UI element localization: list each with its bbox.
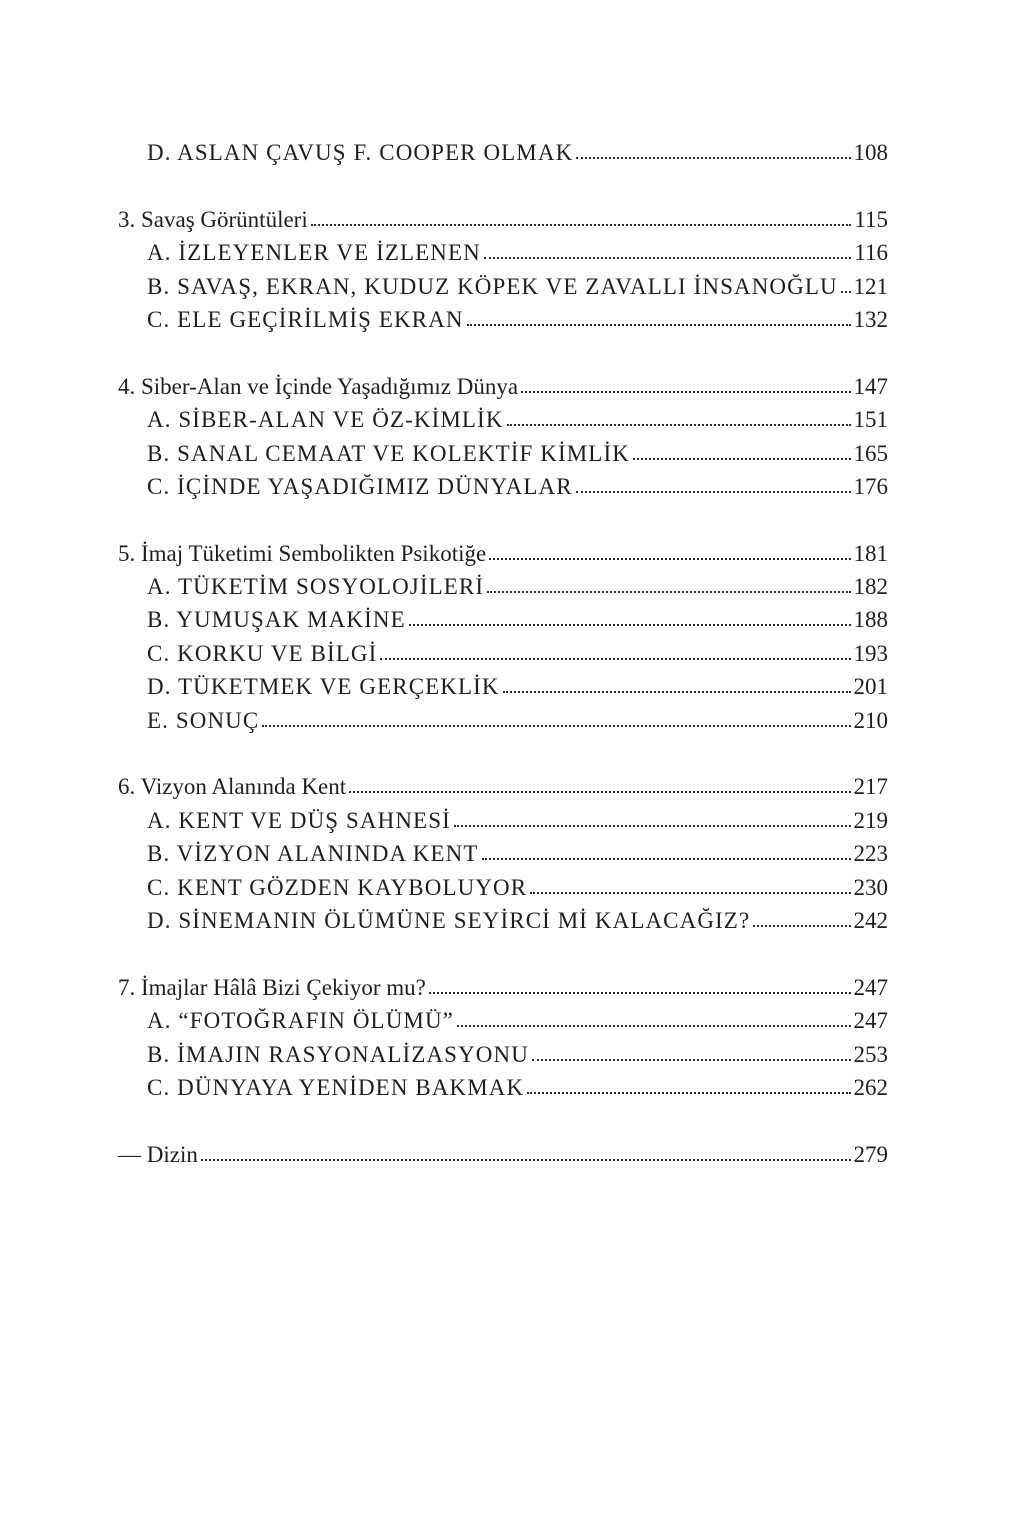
toc-subentry [118, 637, 888, 670]
section-spacer [118, 737, 888, 770]
toc-subentry [118, 570, 888, 603]
subentry-title: D. SİNEMANIN ÖLÜMÜNE SEYİRCİ Mİ KALACAĞIZ? [147, 907, 751, 933]
subentry-title: C. DÜNYAYA YENİDEN BAKMAK [147, 1074, 525, 1100]
section-spacer [118, 1104, 888, 1137]
chapter-title: 3. Savaş Görüntüleri [118, 206, 308, 232]
subentry-title: B. SANAL CEMAAT VE KOLEKTİF KİMLİK [147, 440, 630, 466]
toc-chapter [118, 770, 888, 803]
subentry-title: C. KORKU VE BİLGİ [147, 640, 378, 666]
page-number: 230 [853, 874, 888, 900]
page-number: 223 [853, 841, 888, 867]
dot-leader [484, 237, 851, 260]
dot-leader [576, 137, 850, 160]
dot-leader [467, 304, 851, 327]
toc-subentry [118, 437, 888, 470]
dot-leader [380, 638, 850, 661]
dot-leader [262, 705, 850, 728]
section-spacer [118, 503, 888, 536]
chapter-title: 6. Vizyon Alanında Kent [118, 774, 347, 800]
subentry-title: B. VİZYON ALANINDA KENT [147, 841, 479, 867]
page-number: 217 [853, 774, 888, 800]
dot-leader [532, 1039, 851, 1062]
subentry-title: D. TÜKETMEK VE GERÇEKLİK [147, 674, 500, 700]
section-spacer [118, 937, 888, 970]
section-spacer [118, 169, 888, 202]
toc-subentry [118, 470, 888, 503]
page-number: 201 [853, 674, 888, 700]
toc-subentry [118, 270, 888, 303]
page-number: 182 [853, 574, 888, 600]
subentry-title: B. SAVAŞ, EKRAN, KUDUZ KÖPEK VE ZAVALLI İNSANOĞLU [147, 273, 838, 299]
dot-leader [349, 771, 850, 794]
toc-chapter [118, 203, 888, 236]
toc-subentry [118, 704, 888, 737]
dot-leader [841, 271, 851, 294]
toc-subentry [118, 136, 888, 169]
page-number: 188 [853, 607, 888, 633]
toc-chapter [118, 537, 888, 570]
toc-subentry [118, 871, 888, 904]
toc-subentry [118, 1004, 888, 1037]
toc-chapter [118, 370, 888, 403]
chapter-title: 7. İmajlar Hâlâ Bizi Çekiyor mu? [118, 974, 426, 1000]
toc-subentry [118, 804, 888, 837]
dot-leader [530, 872, 850, 895]
subentry-title: E. SONUÇ [147, 707, 260, 733]
page-number: 247 [853, 1008, 888, 1034]
chapter-title: — Dizin [118, 1141, 198, 1167]
toc-subentry [118, 603, 888, 636]
dot-leader [503, 671, 851, 694]
table-of-contents [118, 136, 888, 1171]
page-number: 262 [853, 1074, 888, 1100]
subentry-title: A. KENT VE DÜŞ SAHNESİ [147, 807, 451, 833]
page-number: 132 [853, 306, 888, 332]
dot-leader [409, 604, 851, 627]
page-number: 253 [853, 1041, 888, 1067]
subentry-title: A. SİBER-ALAN VE ÖZ-KİMLİK [147, 407, 504, 433]
toc-subentry [118, 1071, 888, 1104]
page-number: 115 [854, 206, 888, 232]
dot-leader [429, 972, 851, 995]
dot-leader [576, 471, 851, 494]
section-spacer [118, 336, 888, 369]
subentry-title: D. ASLAN ÇAVUŞ F. COOPER OLMAK [147, 140, 574, 165]
toc-subentry [118, 837, 888, 870]
page-number: 219 [853, 807, 888, 833]
dot-leader [507, 404, 851, 427]
page-number: 181 [853, 540, 888, 566]
toc-subentry [118, 403, 888, 436]
subentry-title: C. İÇİNDE YAŞADIĞIMIZ DÜNYALAR [147, 473, 573, 499]
page-number: 210 [853, 707, 888, 733]
toc-subentry [118, 1038, 888, 1071]
subentry-title: A. İZLEYENLER VE İZLENEN [147, 240, 481, 266]
page-number: 116 [854, 240, 888, 266]
toc-chapter [118, 971, 888, 1004]
page-number: 147 [853, 373, 888, 399]
toc-chapter [118, 1138, 888, 1171]
toc-subentry [118, 236, 888, 269]
subentry-title: B. YUMUŞAK MAKİNE [147, 607, 406, 633]
page-number: 108 [853, 140, 888, 165]
page-number: 193 [853, 640, 888, 666]
toc-subentry [118, 670, 888, 703]
chapter-title: 5. İmaj Tüketimi Sembolikten Psikotiğe [118, 540, 487, 566]
page-number: 121 [853, 273, 888, 299]
dot-leader [521, 371, 850, 394]
toc-subentry [118, 904, 888, 937]
subentry-title: C. ELE GEÇİRİLMİŞ EKRAN [147, 306, 464, 332]
subentry-title: C. KENT GÖZDEN KAYBOLUYOR [147, 874, 528, 900]
subentry-title: A. “FOTOĞRAFIN ÖLÜMÜ” [147, 1008, 454, 1034]
subentry-title: B. İMAJIN RASYONALİZASYONU [147, 1041, 529, 1067]
page-number: 247 [853, 974, 888, 1000]
dot-leader [489, 538, 850, 561]
dot-leader [454, 805, 851, 828]
dot-leader [311, 204, 852, 227]
page-number: 176 [853, 473, 888, 499]
dot-leader [457, 1005, 851, 1028]
dot-leader [527, 1072, 850, 1095]
page-number: 151 [853, 407, 888, 433]
toc-subentry [118, 303, 888, 336]
dot-leader [482, 838, 851, 861]
dot-leader [633, 438, 851, 461]
page-number: 242 [853, 907, 888, 933]
subentry-title: A. TÜKETİM SOSYOLOJİLERİ [147, 574, 485, 600]
dot-leader [201, 1139, 851, 1162]
chapter-title: 4. Siber-Alan ve İçinde Yaşadığımız Dünya [118, 373, 519, 399]
dot-leader [487, 571, 850, 594]
page-number: 165 [853, 440, 888, 466]
dot-leader [753, 905, 850, 928]
page-number: 279 [853, 1141, 888, 1167]
